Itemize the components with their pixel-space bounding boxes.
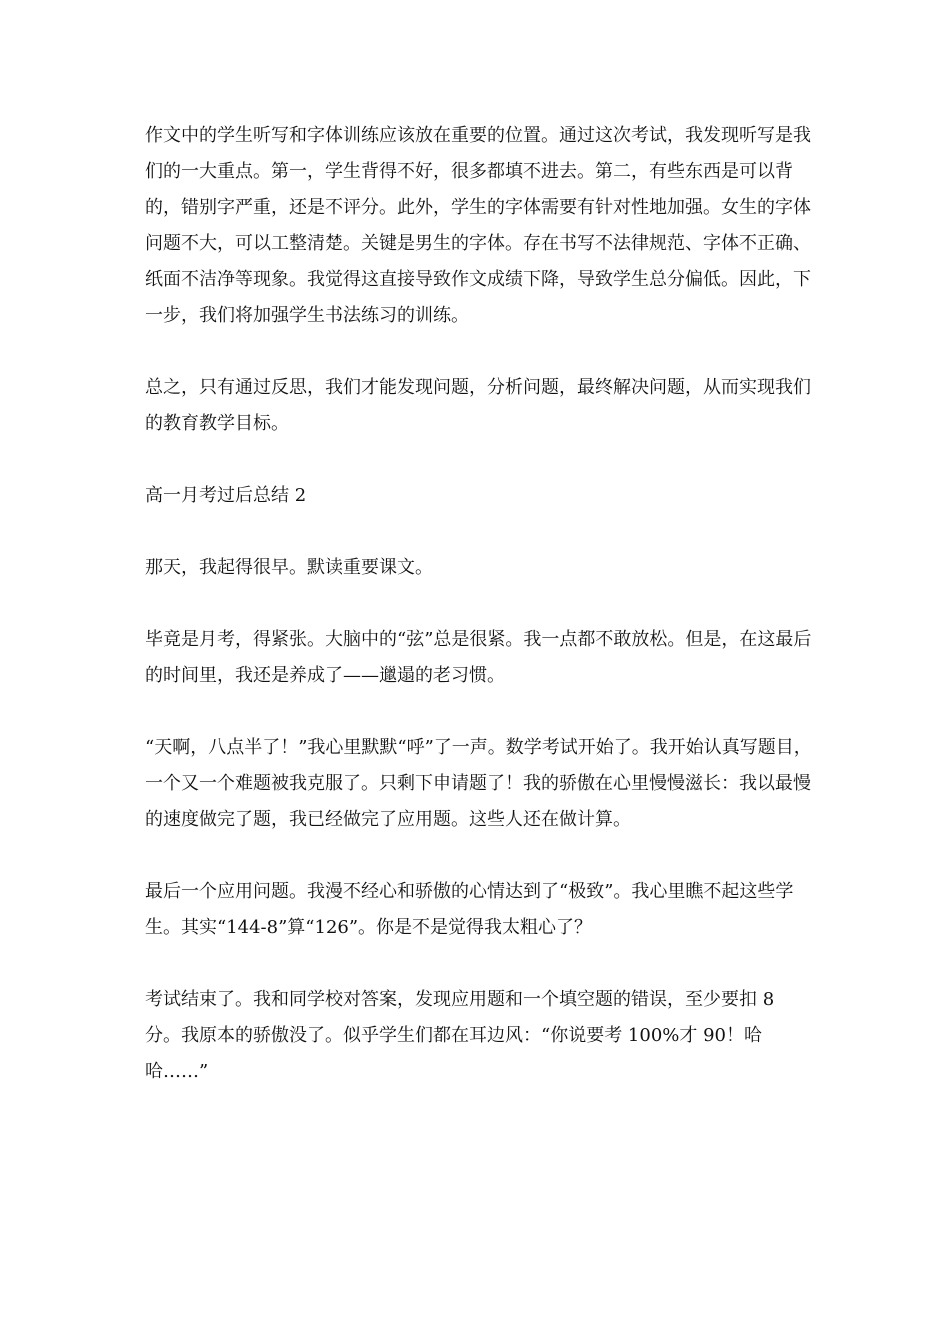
paragraph-math-exam: “天啊，八点半了！”我心里默默“呼”了一声。数学考试开始了。我开始认真写题目，一个又一个难题被我克服了。只剩下申请题了！我的骄傲在心里慢慢滋长：我以最慢的速度做完了题，我已经做完了应用题。这些人还在做计算。 — [145, 737, 812, 830]
section-title: 高一月考过后总结 2 — [145, 485, 307, 506]
paragraph-early-morning: 那天，我起得很早。默读重要课文。 — [145, 557, 433, 578]
paragraph-last-question: 最后一个应用问题。我漫不经心和骄傲的心情达到了“极致”。我心里瞧不起这些学生。其实“144-8”算“126”。你是不是觉得我太粗心了？ — [145, 881, 794, 938]
paragraph-exam-ended: 考试结束了。我和同学校对答案，发现应用题和一个填空题的错误，至少要扣 8 分。我原本的骄傲没了。似乎学生们都在耳边风：“你说要考 100%才 90！哈哈……” — [145, 989, 775, 1082]
paragraph-nervous: 毕竟是月考，得紧张。大脑中的“弦”总是很紧。我一点都不敢放松。但是，在这最后的时间里，我还是养成了——邋遢的老习惯。 — [145, 629, 812, 686]
paragraph-dictation-handwriting: 作文中的学生听写和字体训练应该放在重要的位置。通过这次考试，我发现听写是我们的一大重点。第一，学生背得不好，很多都填不进去。第二，有些东西是可以背的，错别字严重，还是不评分。此外，学生的字体需要有针对性地加强。女生的字体问题不大，可以工整清楚。关键是男生的字体。存在书写不法律规范、字体不正确、纸面不洁净等现象。我觉得这直接导致作文成绩下降，导致学生总分偏低。因此，下一步，我们将加强学生书法练习的训练。 — [145, 125, 811, 326]
document-body — [145, 118, 815, 1126]
paragraph-conclusion: 总之，只有通过反思，我们才能发现问题，分析问题，最终解决问题，从而实现我们的教育教学目标。 — [145, 377, 811, 434]
